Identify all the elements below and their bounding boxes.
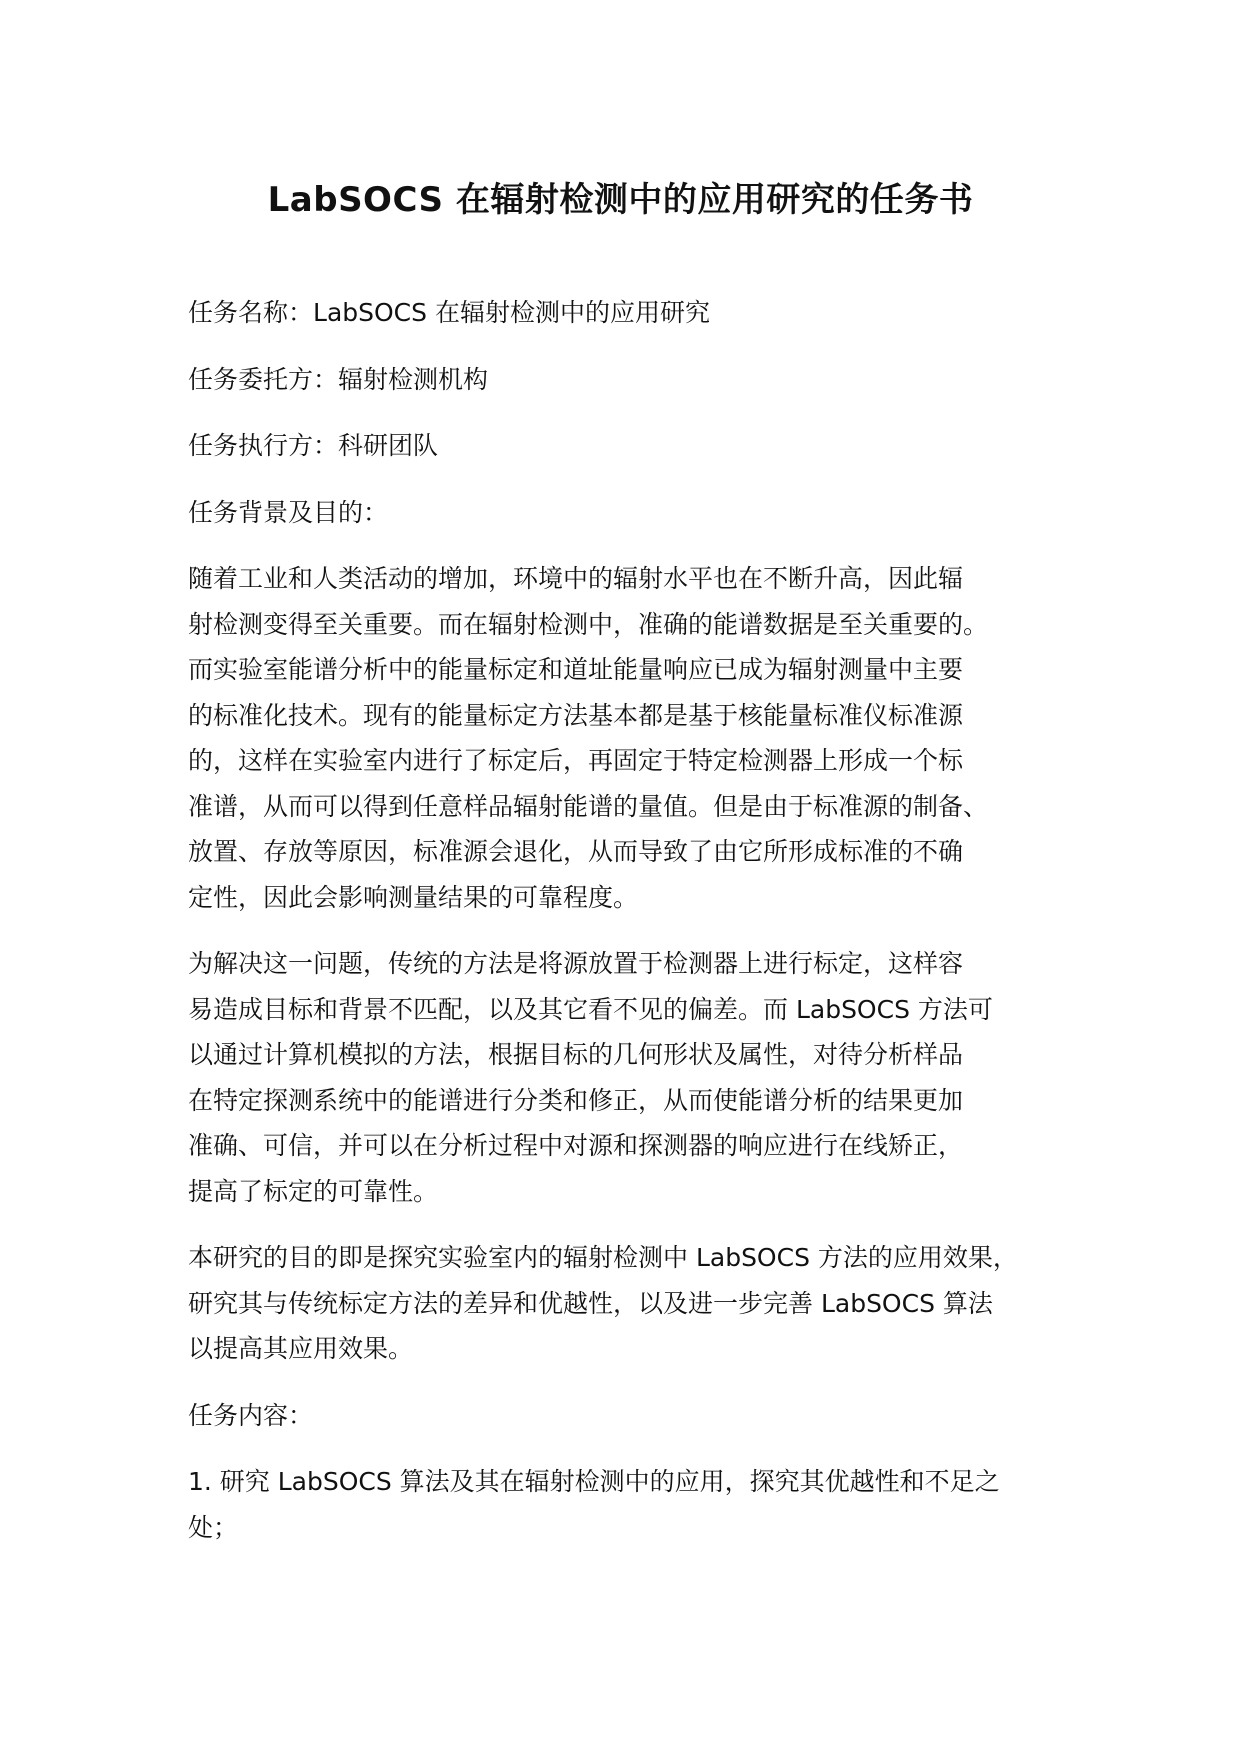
content-item-line: 处； [188, 1512, 239, 1542]
paragraph-line: 射检测变得至关重要。而在辐射检测中，准确的能谱数据是至关重要的。 [188, 609, 989, 639]
task-executor-label: 任务执行方： [188, 431, 339, 460]
task-name-label: 任务名称： [188, 298, 314, 327]
paragraph-line: 在特定探测系统中的能谱进行分类和修正，从而使能谱分析的结果更加 [188, 1085, 964, 1115]
paragraph-line: 为解决这一问题，传统的方法是将源放置于检测器上进行标定，这样容 [188, 949, 964, 978]
paragraph-line: 易造成目标和背景不匹配，以及其它看不见的偏差。而 LabSOCS 方法可 [188, 994, 993, 1024]
task-client-value: 辐射检测机构 [338, 364, 489, 394]
paragraph-line: 的，这样在实验室内进行了标定后，再固定于特定检测器上形成一个标 [188, 746, 964, 775]
task-executor-line [188, 423, 1088, 469]
paragraph-line: 本研究的目的即是探究实验室内的辐射检测中 LabSOCS 方法的应用效果， [188, 1243, 1018, 1272]
background-paragraph-1 [188, 556, 1088, 920]
paragraph-line: 研究其与传统标定方法的差异和优越性，以及进一步完善 LabSOCS 算法 [188, 1288, 993, 1318]
paragraph-line: 以通过计算机模拟的方法，根据目标的几何形状及属性，对待分析样品 [188, 1040, 964, 1069]
task-client-line [188, 357, 1088, 403]
content-heading: 任务内容： [188, 1400, 314, 1430]
task-client-label: 任务委托方： [188, 364, 339, 394]
paragraph-line: 定性，因此会影响测量结果的可靠程度。 [188, 882, 639, 912]
paragraph-line: 提高了标定的可靠性。 [188, 1176, 439, 1206]
paragraph-line: 准谱，从而可以得到任意样品辐射能谱的量值。但是由于标准源的制备、 [188, 791, 989, 821]
paragraph-line: 准确、可信，并可以在分析过程中对源和探测器的响应进行在线矫正， [188, 1131, 964, 1160]
document-body [188, 290, 1088, 1571]
paragraph-line: 的标准化技术。现有的能量标定方法基本都是基于核能量标准仪标准源 [188, 700, 964, 730]
paragraph-line: 随着工业和人类活动的增加，环境中的辐射水平也在不断升高，因此辐 [188, 564, 964, 593]
document-title: LabSOCS 在辐射检测中的应用研究的任务书 [267, 180, 974, 220]
content-item-1 [188, 1459, 1088, 1550]
task-executor-value: 科研团队 [338, 431, 439, 460]
background-paragraph-2 [188, 941, 1088, 1214]
content-item-line: 1. 研究 LabSOCS 算法及其在辐射检测中的应用，探究其优越性和不足之 [188, 1467, 1000, 1496]
paragraph-line: 以提高其应用效果。 [188, 1334, 414, 1363]
paragraph-line: 而实验室能谱分析中的能量标定和道址能量响应已成为辐射测量中主要 [188, 655, 964, 684]
task-name-value: LabSOCS 在辐射检测中的应用研究 [313, 298, 710, 327]
background-paragraph-3 [188, 1235, 1088, 1372]
background-heading: 任务背景及目的： [188, 497, 389, 527]
task-name-line [188, 290, 1088, 336]
paragraph-line: 放置、存放等原因，标准源会退化，从而导致了由它所形成标准的不确 [188, 837, 964, 866]
